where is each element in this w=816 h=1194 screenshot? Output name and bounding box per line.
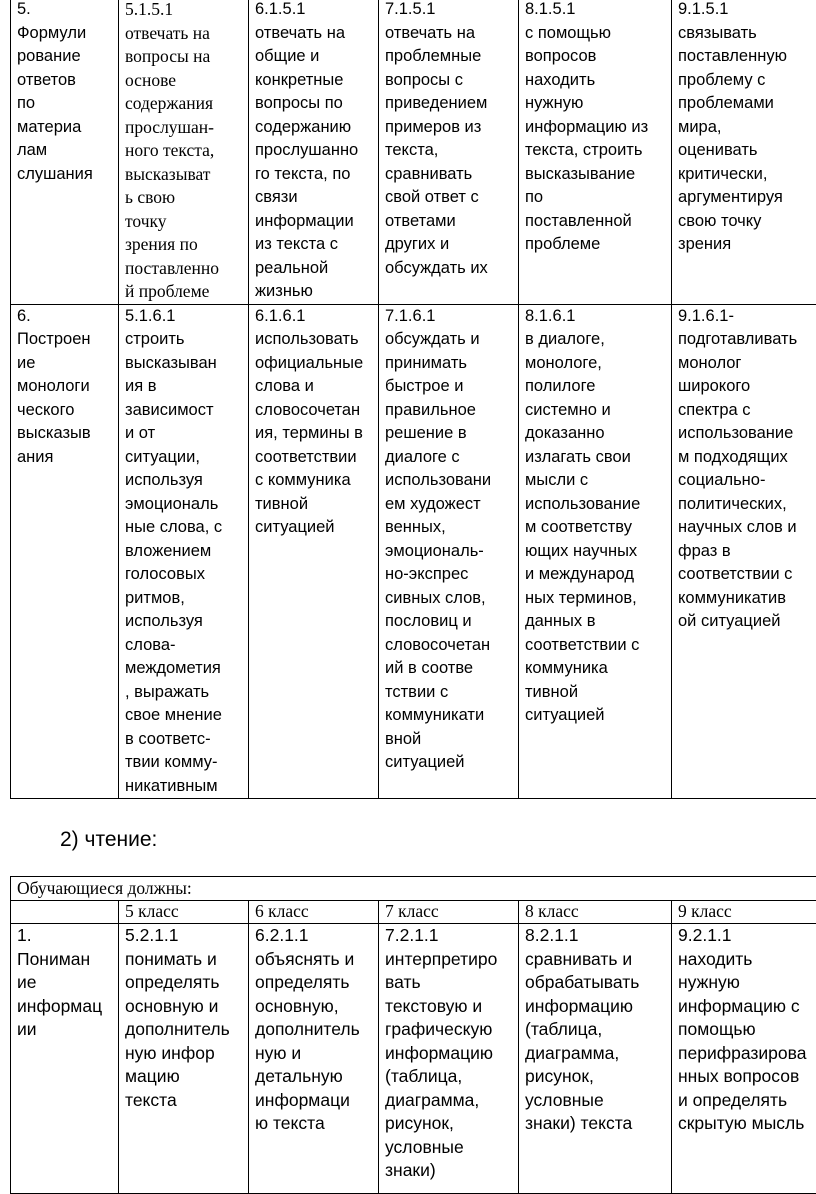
section-heading: 2) чтение: bbox=[60, 828, 157, 852]
grade9-objective-cell: 9.2.1.1 находить нужную информацию с помощью перифразирова нных вопросов и определять скрытую мысль bbox=[672, 924, 816, 1194]
class-label-8: 8 класс bbox=[519, 901, 672, 924]
class-label-5: 5 класс bbox=[119, 901, 249, 924]
table-row bbox=[11, 0, 816, 304]
grade9-objective-cell: 9.1.6.1- подготавливать монолог широкого спектра с использование м подходящих социально- политических, научных слов и фраз в соответствии с коммуникатив ой ситуацией bbox=[672, 304, 816, 799]
class-label-empty bbox=[11, 901, 119, 924]
grade6-objective-cell: 6.1.6.1 использовать официальные слова и словосочетан ия, термины в соответствии с коммуника тивной ситуацией bbox=[249, 304, 379, 799]
grade7-objective-cell: 7.2.1.1 интерпретиро вать текстовую и графическую информацию (таблица, диаграмма, рисунок, условные знаки) bbox=[379, 924, 519, 1194]
grade6-objective-cell: 6.1.5.1 отвечать на общие и конкретные вопросы по содержанию прослушанно го текста, по связи информации из текста с реальной жизнью bbox=[249, 0, 379, 304]
table-header-row bbox=[11, 877, 816, 901]
table-header: Обучающиеся должны: bbox=[11, 877, 816, 901]
grade5-objective-cell: 5.2.1.1 понимать и определять основную и дополнитель ную инфор мацию текста bbox=[119, 924, 249, 1194]
table-row bbox=[11, 304, 816, 799]
skill-cell: 5. Формули рование ответов по материа лам слушания bbox=[11, 0, 119, 304]
class-labels-row bbox=[11, 901, 816, 924]
grade9-objective-cell: 9.1.5.1 связывать поставленную проблему с проблемами мира, оценивать критически, аргументируя свою точку зрения bbox=[672, 0, 816, 304]
table-row bbox=[11, 924, 816, 1194]
class-label-7: 7 класс bbox=[379, 901, 519, 924]
grade5-objective-cell: 5.1.6.1 строить высказыван ия в зависимост и от ситуации, используя эмоциональ ные слова, с вложением голосовых ритмов, используя слова- междометия , выражать свое мнение в соответс- твии комму- никативным bbox=[119, 304, 249, 799]
grade5-objective-cell: 5.1.5.1 отвечать на вопросы на основе содержания прослушан- ного текста, высказыват ь свою точку зрения по поставленно й проблеме bbox=[119, 0, 249, 304]
competency-table-listening bbox=[10, 0, 816, 799]
skill-cell: 1. Пониман ие информац ии bbox=[11, 924, 119, 1194]
grade7-objective-cell: 7.1.6.1 обсуждать и принимать быстрое и правильное решение в диалоге с использовани ем художест венных, эмоциональ- но-экспрес сивных слов, пословиц и словосочетан ий в соотве тствии с коммуникати вной ситуацией bbox=[379, 304, 519, 799]
skill-cell: 6. Построен ие монологи ческого высказыв ания bbox=[11, 304, 119, 799]
grade6-objective-cell: 6.2.1.1 объяснять и определять основную, дополнитель ную и детальную информаци ю текста bbox=[249, 924, 379, 1194]
competency-table-reading bbox=[10, 876, 816, 1194]
grade8-objective-cell: 8.2.1.1 сравнивать и обрабатывать информацию (таблица, диаграмма, рисунок, условные знаки) текста bbox=[519, 924, 672, 1194]
grade7-objective-cell: 7.1.5.1 отвечать на проблемные вопросы с приведением примеров из текста, сравнивать свой ответ с ответами других и обсуждать их bbox=[379, 0, 519, 304]
grade8-objective-cell: 8.1.6.1 в диалоге, монологе, полилоге системно и доказанно излагать свои мысли с использование м соответству ющих научных и международ ных терминов, данных в соответствии с коммуника тивной ситуацией bbox=[519, 304, 672, 799]
grade8-objective-cell: 8.1.5.1 с помощью вопросов находить нужную информацию из текста, строить высказывание по поставленной проблеме bbox=[519, 0, 672, 304]
class-label-6: 6 класс bbox=[249, 901, 379, 924]
class-label-9: 9 класс bbox=[672, 901, 816, 924]
